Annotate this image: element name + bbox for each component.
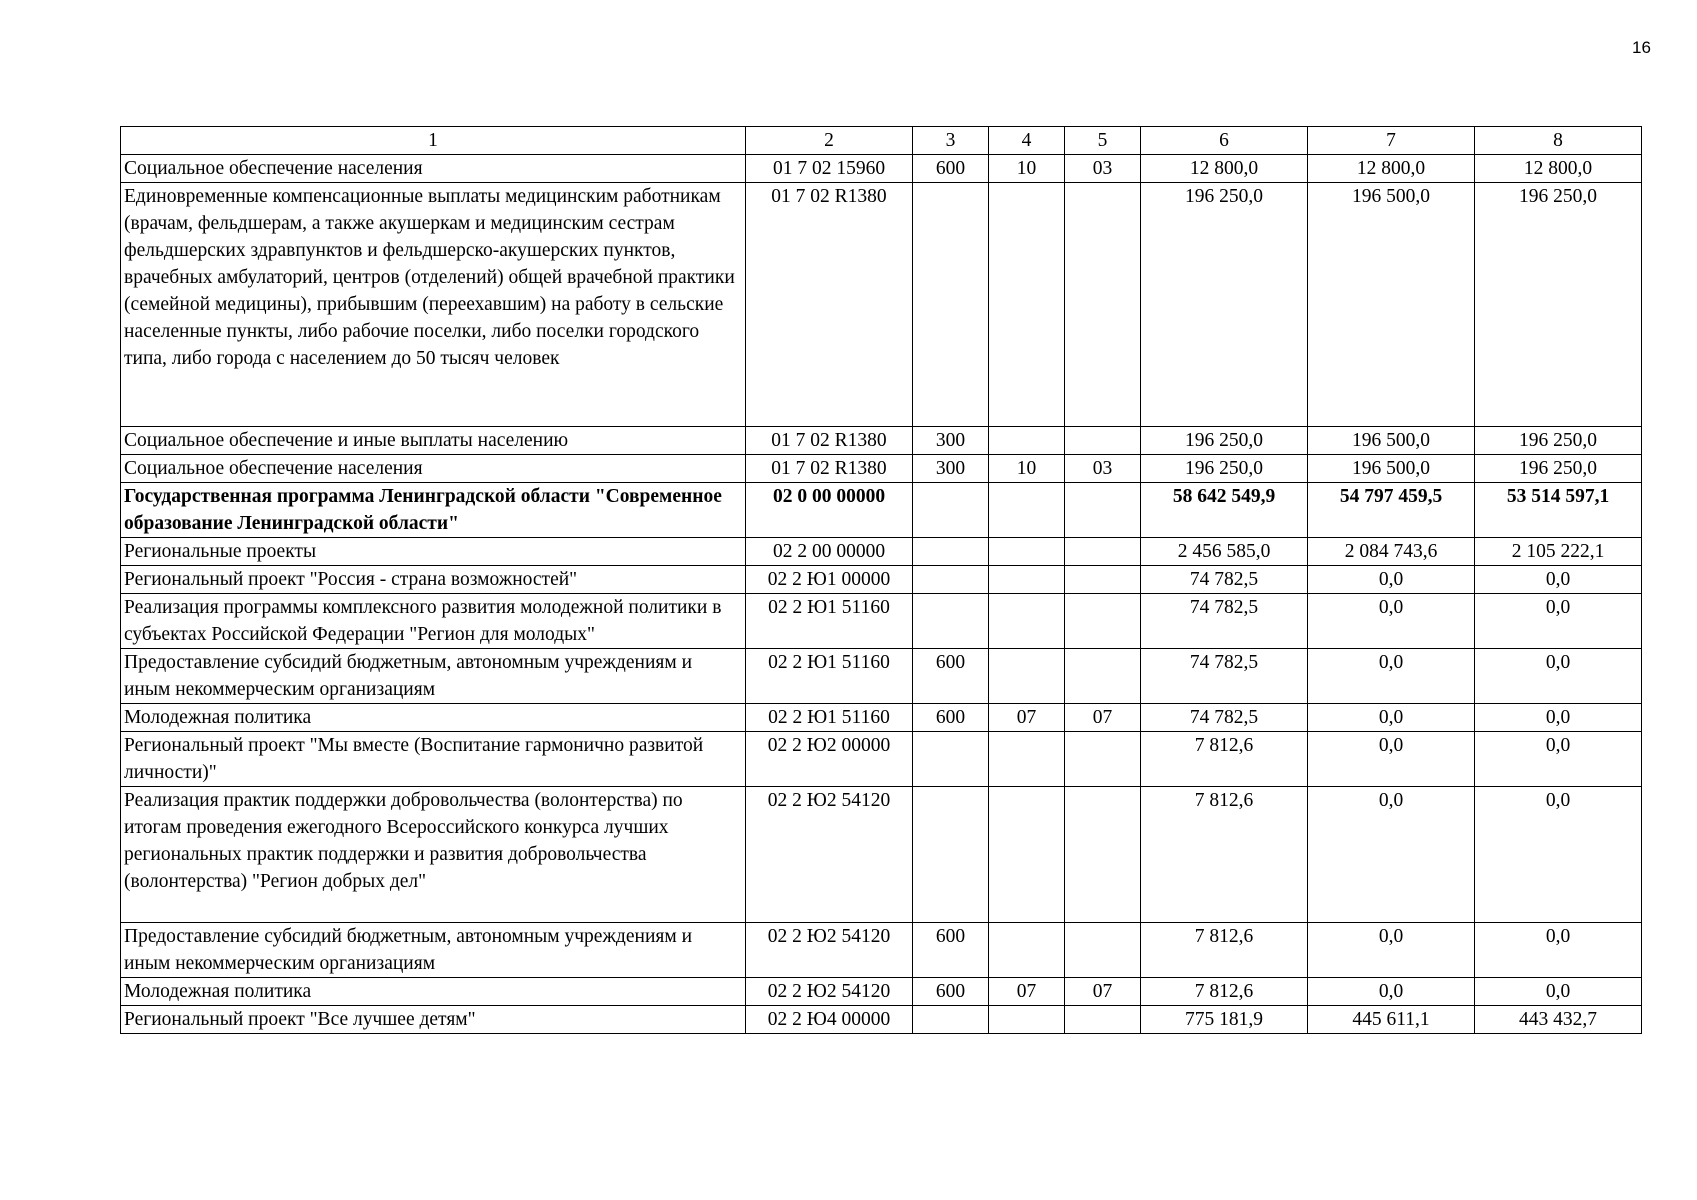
row-col3: 600	[913, 978, 989, 1006]
row-name: Молодежная политика	[121, 704, 746, 732]
row-col4	[989, 732, 1065, 787]
row-value-7: 12 800,0	[1308, 155, 1475, 183]
row-col5: 03	[1065, 155, 1141, 183]
row-value-7: 0,0	[1308, 649, 1475, 704]
row-value-7: 0,0	[1308, 978, 1475, 1006]
row-col4	[989, 483, 1065, 538]
table-row	[121, 427, 1642, 455]
table-row	[121, 538, 1642, 566]
row-value-7: 2 084 743,6	[1308, 538, 1475, 566]
table-row	[121, 923, 1642, 978]
row-value-6: 196 250,0	[1141, 183, 1308, 427]
row-col3	[913, 1006, 989, 1034]
table-row	[121, 566, 1642, 594]
row-name: Социальное обеспечение населения	[121, 455, 746, 483]
row-name: Региональные проекты	[121, 538, 746, 566]
row-code: 01 7 02 R1380	[746, 455, 913, 483]
row-value-6: 7 812,6	[1141, 732, 1308, 787]
row-name: Реализация программы комплексного развития молодежной политики в субъектах Российской Федерации "Регион для молодых"	[121, 594, 746, 649]
row-col4	[989, 594, 1065, 649]
row-name: Социальное обеспечение и иные выплаты населению	[121, 427, 746, 455]
row-code: 02 2 Ю1 00000	[746, 566, 913, 594]
row-col5	[1065, 566, 1141, 594]
row-col5	[1065, 427, 1141, 455]
row-col3: 600	[913, 704, 989, 732]
table-row	[121, 455, 1642, 483]
table-row-program	[121, 483, 1642, 538]
header-row	[121, 127, 1642, 155]
row-col3: 300	[913, 427, 989, 455]
header-cell-5: 5	[1065, 127, 1141, 155]
row-col3	[913, 538, 989, 566]
table-row	[121, 978, 1642, 1006]
row-col4: 07	[989, 978, 1065, 1006]
row-code: 02 2 Ю2 54120	[746, 787, 913, 923]
row-col5	[1065, 538, 1141, 566]
row-col3	[913, 594, 989, 649]
row-value-8: 2 105 222,1	[1475, 538, 1642, 566]
row-col5	[1065, 649, 1141, 704]
row-value-7: 0,0	[1308, 704, 1475, 732]
row-value-6: 7 812,6	[1141, 787, 1308, 923]
row-value-6: 74 782,5	[1141, 594, 1308, 649]
table-row	[121, 787, 1642, 923]
row-code: 01 7 02 15960	[746, 155, 913, 183]
row-col3: 600	[913, 649, 989, 704]
row-col5: 07	[1065, 704, 1141, 732]
row-value-6: 7 812,6	[1141, 978, 1308, 1006]
header-cell-4: 4	[989, 127, 1065, 155]
row-code: 02 2 00 00000	[746, 538, 913, 566]
row-value-7: 54 797 459,5	[1308, 483, 1475, 538]
row-name: Государственная программа Ленинградской области "Современное образование Ленинградской области"	[121, 483, 746, 538]
row-code: 02 2 Ю2 54120	[746, 923, 913, 978]
row-col3: 600	[913, 155, 989, 183]
row-col4	[989, 649, 1065, 704]
row-code: 02 2 Ю1 51160	[746, 594, 913, 649]
header-cell-7: 7	[1308, 127, 1475, 155]
row-name: Социальное обеспечение населения	[121, 155, 746, 183]
row-col4	[989, 1006, 1065, 1034]
row-value-8: 12 800,0	[1475, 155, 1642, 183]
row-value-8: 0,0	[1475, 594, 1642, 649]
row-col4	[989, 787, 1065, 923]
table-row	[121, 155, 1642, 183]
row-value-8: 0,0	[1475, 978, 1642, 1006]
row-name: Региональный проект "Все лучшее детям"	[121, 1006, 746, 1034]
row-col4	[989, 923, 1065, 978]
row-value-8: 0,0	[1475, 732, 1642, 787]
table-row	[121, 704, 1642, 732]
row-name: Региональный проект "Россия - страна возможностей"	[121, 566, 746, 594]
row-value-6: 58 642 549,9	[1141, 483, 1308, 538]
row-value-7: 445 611,1	[1308, 1006, 1475, 1034]
row-value-8: 196 250,0	[1475, 427, 1642, 455]
row-code: 02 2 Ю1 51160	[746, 704, 913, 732]
row-col4: 07	[989, 704, 1065, 732]
row-col5	[1065, 923, 1141, 978]
row-col3: 300	[913, 455, 989, 483]
row-col4	[989, 538, 1065, 566]
row-name: Реализация практик поддержки добровольчества (волонтерства) по итогам проведения ежегодного Всероссийского конкурса лучших региональных практик поддержки и развития добровольчества (волонтерства) "Регион добрых дел"	[121, 787, 746, 923]
row-col5: 03	[1065, 455, 1141, 483]
row-value-6: 775 181,9	[1141, 1006, 1308, 1034]
header-cell-3: 3	[913, 127, 989, 155]
table-row	[121, 594, 1642, 649]
row-col3	[913, 183, 989, 427]
row-col5	[1065, 787, 1141, 923]
row-value-6: 74 782,5	[1141, 704, 1308, 732]
row-value-7: 0,0	[1308, 787, 1475, 923]
header-cell-8: 8	[1475, 127, 1642, 155]
row-value-8: 0,0	[1475, 649, 1642, 704]
row-name: Предоставление субсидий бюджетным, автономным учреждениям и иным некоммерческим организациям	[121, 649, 746, 704]
row-value-8: 0,0	[1475, 566, 1642, 594]
row-col4	[989, 427, 1065, 455]
row-value-6: 12 800,0	[1141, 155, 1308, 183]
row-col4: 10	[989, 455, 1065, 483]
row-col5	[1065, 183, 1141, 427]
page-number: 16	[1632, 38, 1651, 57]
row-col4	[989, 183, 1065, 427]
row-col3	[913, 732, 989, 787]
row-name: Региональный проект "Мы вместе (Воспитание гармонично развитой личности)"	[121, 732, 746, 787]
row-value-8: 53 514 597,1	[1475, 483, 1642, 538]
row-value-7: 196 500,0	[1308, 183, 1475, 427]
row-name: Молодежная политика	[121, 978, 746, 1006]
row-col5	[1065, 1006, 1141, 1034]
row-code: 02 0 00 00000	[746, 483, 913, 538]
row-value-6: 196 250,0	[1141, 427, 1308, 455]
row-value-6: 196 250,0	[1141, 455, 1308, 483]
row-name: Предоставление субсидий бюджетным, автономным учреждениям и иным некоммерческим организациям	[121, 923, 746, 978]
row-col4: 10	[989, 155, 1065, 183]
row-col5: 07	[1065, 978, 1141, 1006]
table-row	[121, 1006, 1642, 1034]
row-value-8: 196 250,0	[1475, 455, 1642, 483]
row-col5	[1065, 594, 1141, 649]
table-row	[121, 732, 1642, 787]
row-value-7: 0,0	[1308, 594, 1475, 649]
header-cell-6: 6	[1141, 127, 1308, 155]
row-col5	[1065, 483, 1141, 538]
row-value-7: 0,0	[1308, 923, 1475, 978]
row-code: 02 2 Ю1 51160	[746, 649, 913, 704]
row-code: 01 7 02 R1380	[746, 183, 913, 427]
row-value-6: 7 812,6	[1141, 923, 1308, 978]
table-row	[121, 183, 1642, 427]
budget-table	[120, 126, 1642, 1034]
row-col3	[913, 787, 989, 923]
row-code: 02 2 Ю2 00000	[746, 732, 913, 787]
row-value-8: 0,0	[1475, 787, 1642, 923]
row-col3	[913, 566, 989, 594]
row-value-8: 0,0	[1475, 923, 1642, 978]
row-value-6: 74 782,5	[1141, 649, 1308, 704]
row-col3: 600	[913, 923, 989, 978]
row-value-8: 443 432,7	[1475, 1006, 1642, 1034]
row-value-7: 0,0	[1308, 732, 1475, 787]
row-value-8: 0,0	[1475, 704, 1642, 732]
row-col4	[989, 566, 1065, 594]
row-col5	[1065, 732, 1141, 787]
row-value-6: 2 456 585,0	[1141, 538, 1308, 566]
row-code: 01 7 02 R1380	[746, 427, 913, 455]
row-name: Единовременные компенсационные выплаты медицинским работникам (врачам, фельдшерам, а также акушеркам и медицинским сестрам фельдшерских здравпунктов и фельдшерско-акушерских пунктов, врачебных амбулаторий, центров (отделений) общей врачебной практики (семейной медицины), прибывшим (переехавшим) на работу в сельские населенные пункты, либо рабочие поселки, либо поселки городского типа, либо города с населением до 50 тысяч человек	[121, 183, 746, 427]
table-row	[121, 649, 1642, 704]
row-value-7: 0,0	[1308, 566, 1475, 594]
row-code: 02 2 Ю2 54120	[746, 978, 913, 1006]
row-value-7: 196 500,0	[1308, 427, 1475, 455]
row-col3	[913, 483, 989, 538]
header-cell-2: 2	[746, 127, 913, 155]
row-value-8: 196 250,0	[1475, 183, 1642, 427]
row-value-7: 196 500,0	[1308, 455, 1475, 483]
header-cell-1: 1	[121, 127, 746, 155]
row-value-6: 74 782,5	[1141, 566, 1308, 594]
row-code: 02 2 Ю4 00000	[746, 1006, 913, 1034]
